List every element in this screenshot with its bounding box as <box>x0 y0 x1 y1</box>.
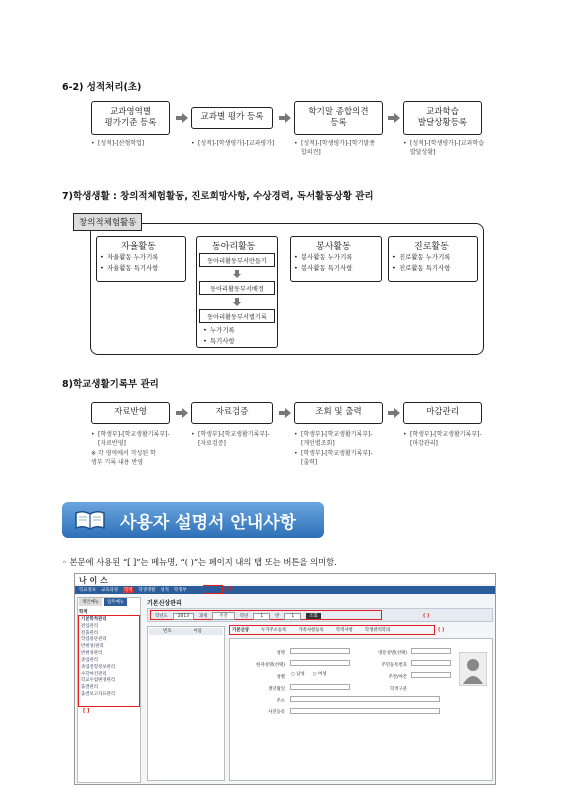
year-select[interactable]: 2013 <box>173 613 194 620</box>
step-term-opinion: 학기말 종합의견 등록 <box>294 101 383 135</box>
day-night-field[interactable] <box>411 672 451 678</box>
list-header <box>149 628 223 635</box>
tab-basic[interactable]: 기본신상 <box>232 628 249 633</box>
nav-school-info[interactable]: 학교정보 <box>79 588 96 593</box>
volunteer-activity-list: • 봉사활동 누가기록 • 봉사활동 특기사항 <box>294 252 352 274</box>
course-label: 과정 <box>198 614 208 619</box>
left-menu <box>81 617 115 699</box>
menu-item[interactable]: 졸업관리 <box>81 657 98 663</box>
top-nav <box>79 587 187 593</box>
tab-family[interactable]: 가족사항등록 <box>298 628 324 633</box>
menu-item[interactable]: 졸업전형정보관리 <box>81 664 115 670</box>
photo-field[interactable] <box>290 708 440 714</box>
arrow-down-icon <box>233 270 241 278</box>
menu-item[interactable]: 전입관리 <box>81 623 98 629</box>
search-button[interactable]: 조회 <box>306 613 320 619</box>
autonomous-activity-list: • 자율활동 누가기록 • 자율활동 특기사항 <box>100 252 158 274</box>
note-query: • [학생부]-[학교생활기록부]- [개인별조회] • [학생부]-[학교생활기록부]- [출력] <box>294 430 373 467</box>
tab-work-menu[interactable]: 업무메뉴 <box>104 598 127 606</box>
neis-screenshot <box>74 573 496 785</box>
menu-item[interactable]: 학교수업변경관리 <box>81 678 115 684</box>
menu-item[interactable]: 출결관리 <box>81 685 98 691</box>
arrow-right-icon <box>388 408 400 418</box>
section-7-title: 7)학생생활 : 창의적체험활동, 진로희망사항, 수상경력, 독서활동상황 관리 <box>62 191 374 202</box>
neis-logo: 나 이 스 <box>79 576 108 585</box>
menu-item[interactable]: 전출관리 <box>81 630 98 636</box>
label-name: 성명 <box>276 651 285 656</box>
tab-registry[interactable]: 학적사항 <box>335 628 353 633</box>
marker-tabs: ( ) <box>438 627 445 633</box>
arrow-down-icon <box>233 298 241 306</box>
address-field[interactable] <box>290 696 440 702</box>
section-6-2-title: 6-2) 성적처리(초) <box>62 82 142 93</box>
label-english-name: 영문성명(선택) <box>378 651 407 656</box>
note-step-3: • [성적]-[학생평가]-[학기말종 합의견] <box>294 139 375 158</box>
label-address: 주소 <box>276 698 285 704</box>
club-activity-title: 동아리활동 <box>212 242 256 252</box>
step-query-print: 조회 및 출력 <box>294 402 383 424</box>
section-8-title: 8)학교생활기록부 관리 <box>62 379 159 390</box>
nav-registry[interactable]: 학적 <box>123 588 133 593</box>
english-name-field[interactable] <box>411 648 451 654</box>
arrow-right-icon <box>176 408 188 418</box>
club-record-step: 동아리활동부서별기록 <box>199 309 275 323</box>
label-resident-number: 주민등록번호 <box>381 662 407 668</box>
class-select[interactable]: 1 <box>284 613 301 620</box>
menu-item[interactable]: 반편성관리 <box>81 651 103 657</box>
marker-menu-box <box>203 585 223 594</box>
resident-number-field[interactable] <box>411 660 451 666</box>
step-subject-eval: 교과별 평가 등록 <box>191 107 273 129</box>
avatar-icon <box>459 652 487 686</box>
form-left-labels <box>245 648 285 719</box>
tab-personal-menu[interactable]: 개인메뉴 <box>79 598 102 606</box>
label-day-night: 주간/야간 <box>388 674 407 680</box>
label-gender: 성별 <box>276 674 285 680</box>
menu-item[interactable]: 출결보고자료관리 <box>81 692 115 698</box>
detail-tabs <box>232 627 390 633</box>
course-select[interactable]: 주간 <box>212 612 234 620</box>
note-apply: • [학생부]-[학교생활기록부]- [자료반영] ※ 각 영역에서 작성된 학 생부 기록 내용 반영 <box>91 430 170 467</box>
gender-radio[interactable]: ○ 남성 ○ 여성 <box>291 672 327 677</box>
tab-address[interactable]: 누가주소등록 <box>260 628 287 633</box>
step-data-verify: 자료검증 <box>191 402 273 424</box>
volunteer-activity-title: 봉사활동 <box>316 242 351 252</box>
note-verify: • [학생부]-[학교생활기록부]- [자료검증] <box>191 430 270 449</box>
header-number: 번호 <box>163 629 172 634</box>
note-step-2: • [성적]-[학생평가]-[교과평가] <box>191 139 274 148</box>
step-closing: 마감관리 <box>403 402 482 424</box>
club-create-step: 동아리활동부서만들기 <box>199 253 275 267</box>
autonomous-activity-title: 자율활동 <box>121 242 156 252</box>
menu-item[interactable]: 학업중단관리 <box>81 637 107 643</box>
name-field[interactable] <box>290 648 350 654</box>
banner-title: 사용자 설명서 안내사항 <box>120 512 297 533</box>
book-icon <box>74 510 106 530</box>
tab-management[interactable]: 학생관리학의 <box>364 628 391 633</box>
label-registry-type: 학적구분 <box>390 686 407 692</box>
filters <box>155 612 321 620</box>
page-title: 기본신상관리 <box>147 600 182 607</box>
gender-female[interactable]: 여성 <box>317 672 327 677</box>
career-activity-title: 진로활동 <box>414 242 449 252</box>
nav-records[interactable]: 학생부 <box>173 588 187 593</box>
arrow-right-icon <box>388 113 400 123</box>
header-name: 이름 <box>193 629 202 634</box>
note-step-4: • [성적]-[학생평가]-[교과학습 발달상황] <box>403 139 484 158</box>
step-data-apply: 자료반영 <box>91 402 170 424</box>
arrow-right-icon <box>279 113 291 123</box>
year-label: 학년도 <box>155 614 168 619</box>
arrow-right-icon <box>176 113 188 123</box>
nav-grades[interactable]: 성적 <box>160 588 169 593</box>
career-activity-list: • 진로활동 누가기록 • 진로활동 특기사항 <box>392 252 450 274</box>
menu-item[interactable]: 반편성/관리 <box>81 644 104 650</box>
menu-item[interactable]: 수학여건관리 <box>81 671 107 677</box>
gender-male[interactable]: 남성 <box>296 672 305 677</box>
note-closing: • [학생부]-[학교생활기록부]- [마감관리] <box>403 430 482 449</box>
birth-field[interactable] <box>290 684 350 690</box>
menu-item[interactable]: 기본학적관리 <box>81 617 107 622</box>
label-photo: 사진등록 <box>268 710 285 716</box>
left-tabs <box>79 598 127 606</box>
arrow-right-icon <box>279 408 291 418</box>
marker-menu: [ ] <box>225 586 232 592</box>
note-step-1: • [성적]-[산형학업] <box>91 139 144 148</box>
hanja-name-field[interactable] <box>290 660 350 666</box>
grade-label: 학년 <box>239 614 249 619</box>
step-grade-criteria: 교과영역별 평가기준 등록 <box>91 101 170 135</box>
student-list <box>147 626 225 781</box>
left-menu-header: 학적 <box>79 610 88 615</box>
club-assign-step: 동아리활동부서배정 <box>199 281 275 295</box>
nav-curriculum[interactable]: 교육과정 <box>100 588 118 593</box>
label-hanja-name: 한자성명(선택) <box>256 662 285 668</box>
club-record-list: • 누가기록 • 특기사항 <box>203 325 235 347</box>
marker-filter: ( ) <box>423 613 430 619</box>
intro-text: ◦ 본문에 사용된 “[ ]”는 메뉴명, “( )”는 페이지 내의 탭 또는 버튼을 의미함. <box>62 557 337 567</box>
label-birth: 생년월일 <box>268 686 285 692</box>
nav-student-life[interactable]: 학생생활 <box>138 588 156 593</box>
creative-activity-label: 창의적체험활동 <box>73 213 142 231</box>
class-label: 반 <box>275 614 280 619</box>
user-guide-banner <box>62 502 324 538</box>
grade-select[interactable]: 1 <box>253 613 270 620</box>
marker-left-menu: [ ] <box>83 708 90 714</box>
step-learning-status: 교과학습 발달상황등록 <box>403 101 482 135</box>
form-right-labels <box>363 648 407 696</box>
